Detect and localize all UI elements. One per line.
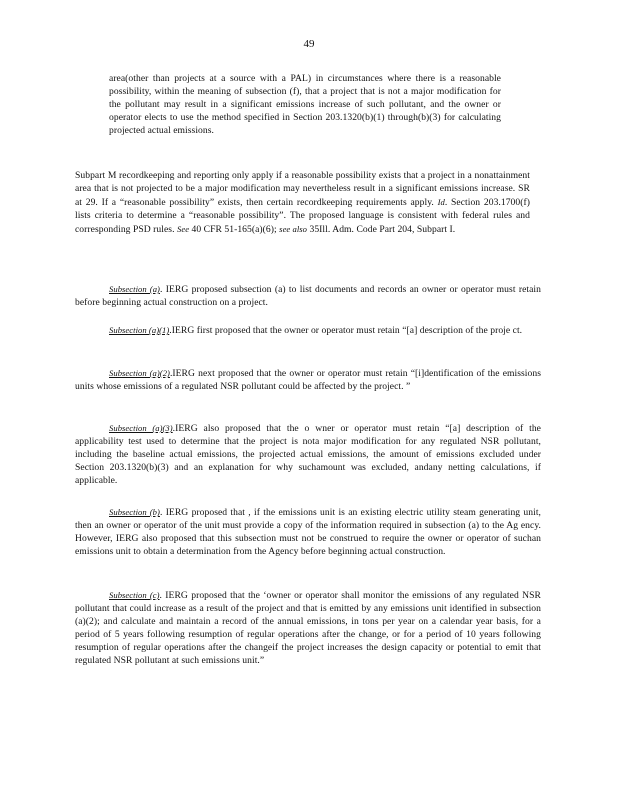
subsection-a-paragraph: [75, 283, 541, 310]
subsection-c-paragraph: [75, 589, 541, 667]
subsection-c-heading: Subsection (c): [109, 590, 160, 600]
subsection-a-heading: Subsection (a): [109, 284, 160, 294]
subsection-a2-paragraph: [75, 367, 541, 394]
subpart-m-text-4: 35Ill. Adm. Code Part 204, Subpart I.: [309, 223, 456, 235]
subsection-a1-text: .IERG first proposed that the owner or operator must retain “[a] description of the proje ct.: [169, 325, 523, 336]
subsection-a-text: . IERG proposed subsection (a) to list documents and records an owner or operator must retain before beginning actual construction on a project.: [75, 284, 541, 308]
subpart-m-text-1: Subpart M recordkeeping and reporting only apply if a reasonable possibility exists that a project in a nonattainment area that is not projected to be a major modification may nevertheless result in a significant emissions increase. SR at 29. If a “reasonable possibility” exists, then certain recordkeeping requirements apply.: [75, 170, 530, 208]
subsection-a1-heading: Subsection (a)(1): [109, 325, 170, 335]
quoted-rule-text: [109, 73, 501, 138]
subsection-c-text: . IERG proposed that the ‘owner or operator shall monitor the emissions of any regulated NSR pollutant that could increase as a result of the project and that is emitted by any emissions unit identified in subsection (a)(2); and calculate and maintain a record of the annual emissions, in tons per year on a calendar year basis, for a period of 5 years following resumption of regular operations after the change, or for a period of 10 years following resumption of regular operations after the changeif the project increases the design capacity or potential to emit that regulated NSR pollutant at such emissions unit.”: [75, 590, 541, 666]
subsection-a2-heading: Subsection (a)(2): [109, 368, 170, 378]
subpart-m-text-3: 40 CFR 51-165(a)(6);: [191, 223, 277, 235]
subsection-a3-paragraph: [75, 422, 541, 488]
page-number: 49: [303, 38, 315, 50]
subpart-m-paragraph: [75, 170, 530, 237]
subsection-a1-paragraph: [75, 324, 541, 338]
subsection-b-heading: Subsection (b): [109, 507, 160, 517]
subsection-a3-heading: Subsection (a)(3): [109, 423, 173, 433]
subsection-b-paragraph: [75, 506, 541, 559]
subsection-a3-text: .IERG also proposed that the o wner or operator must retain “[a] description of the applicability test used to determine that the project is nota major modification for any regulated NSR pollutant, including the baseline actual emissions, the projected actual emissions, the amount of emissions excluded under Section 203.1320(b)(3) and an explanation for why suchamount was excluded, andany netting calculations, if applicable.: [75, 423, 541, 486]
see-signal: See: [176, 223, 190, 234]
subsection-b-text: . IERG proposed that , if the emissions unit is an existing electric utility steam generating unit, then an owner or operator of the unit must provide a copy of the information required in subsection (a) to the Ag ency. However, IERG also proposed that this subsection must not be construed to require the owner or operator of suchan emissions unit to obtain a determination from the Agency before beginning actual construction.: [75, 507, 542, 557]
quoted-rule-body: area(other than projects at a source with a PAL) in circumstances where there is a reasonable possibility, within the meaning of subsection (f), that a project that is not a major modification for the pollutant may result in a significant emissions increase of such pollutant, and the owner or operator elects to use the method specified in Section 203.1320(b)(1) through(b)(3) for calculating projected actual emissions.: [109, 73, 501, 136]
subpart-m-text-2: . Section 203.1700(f) lists criteria to determine a “reasonable possibility”. The proposed language is consistent with federal rules and corresponding PSD rules.: [75, 196, 530, 235]
subsection-a2-text: .IERG next proposed that the owner or operator must retain “[i]dentification of the emissions units whose emissions of a regulated NSR pollutant could be affected by the project. ”: [75, 368, 541, 392]
id-citation: Id: [437, 196, 445, 207]
see-also-signal: see also: [279, 223, 308, 234]
